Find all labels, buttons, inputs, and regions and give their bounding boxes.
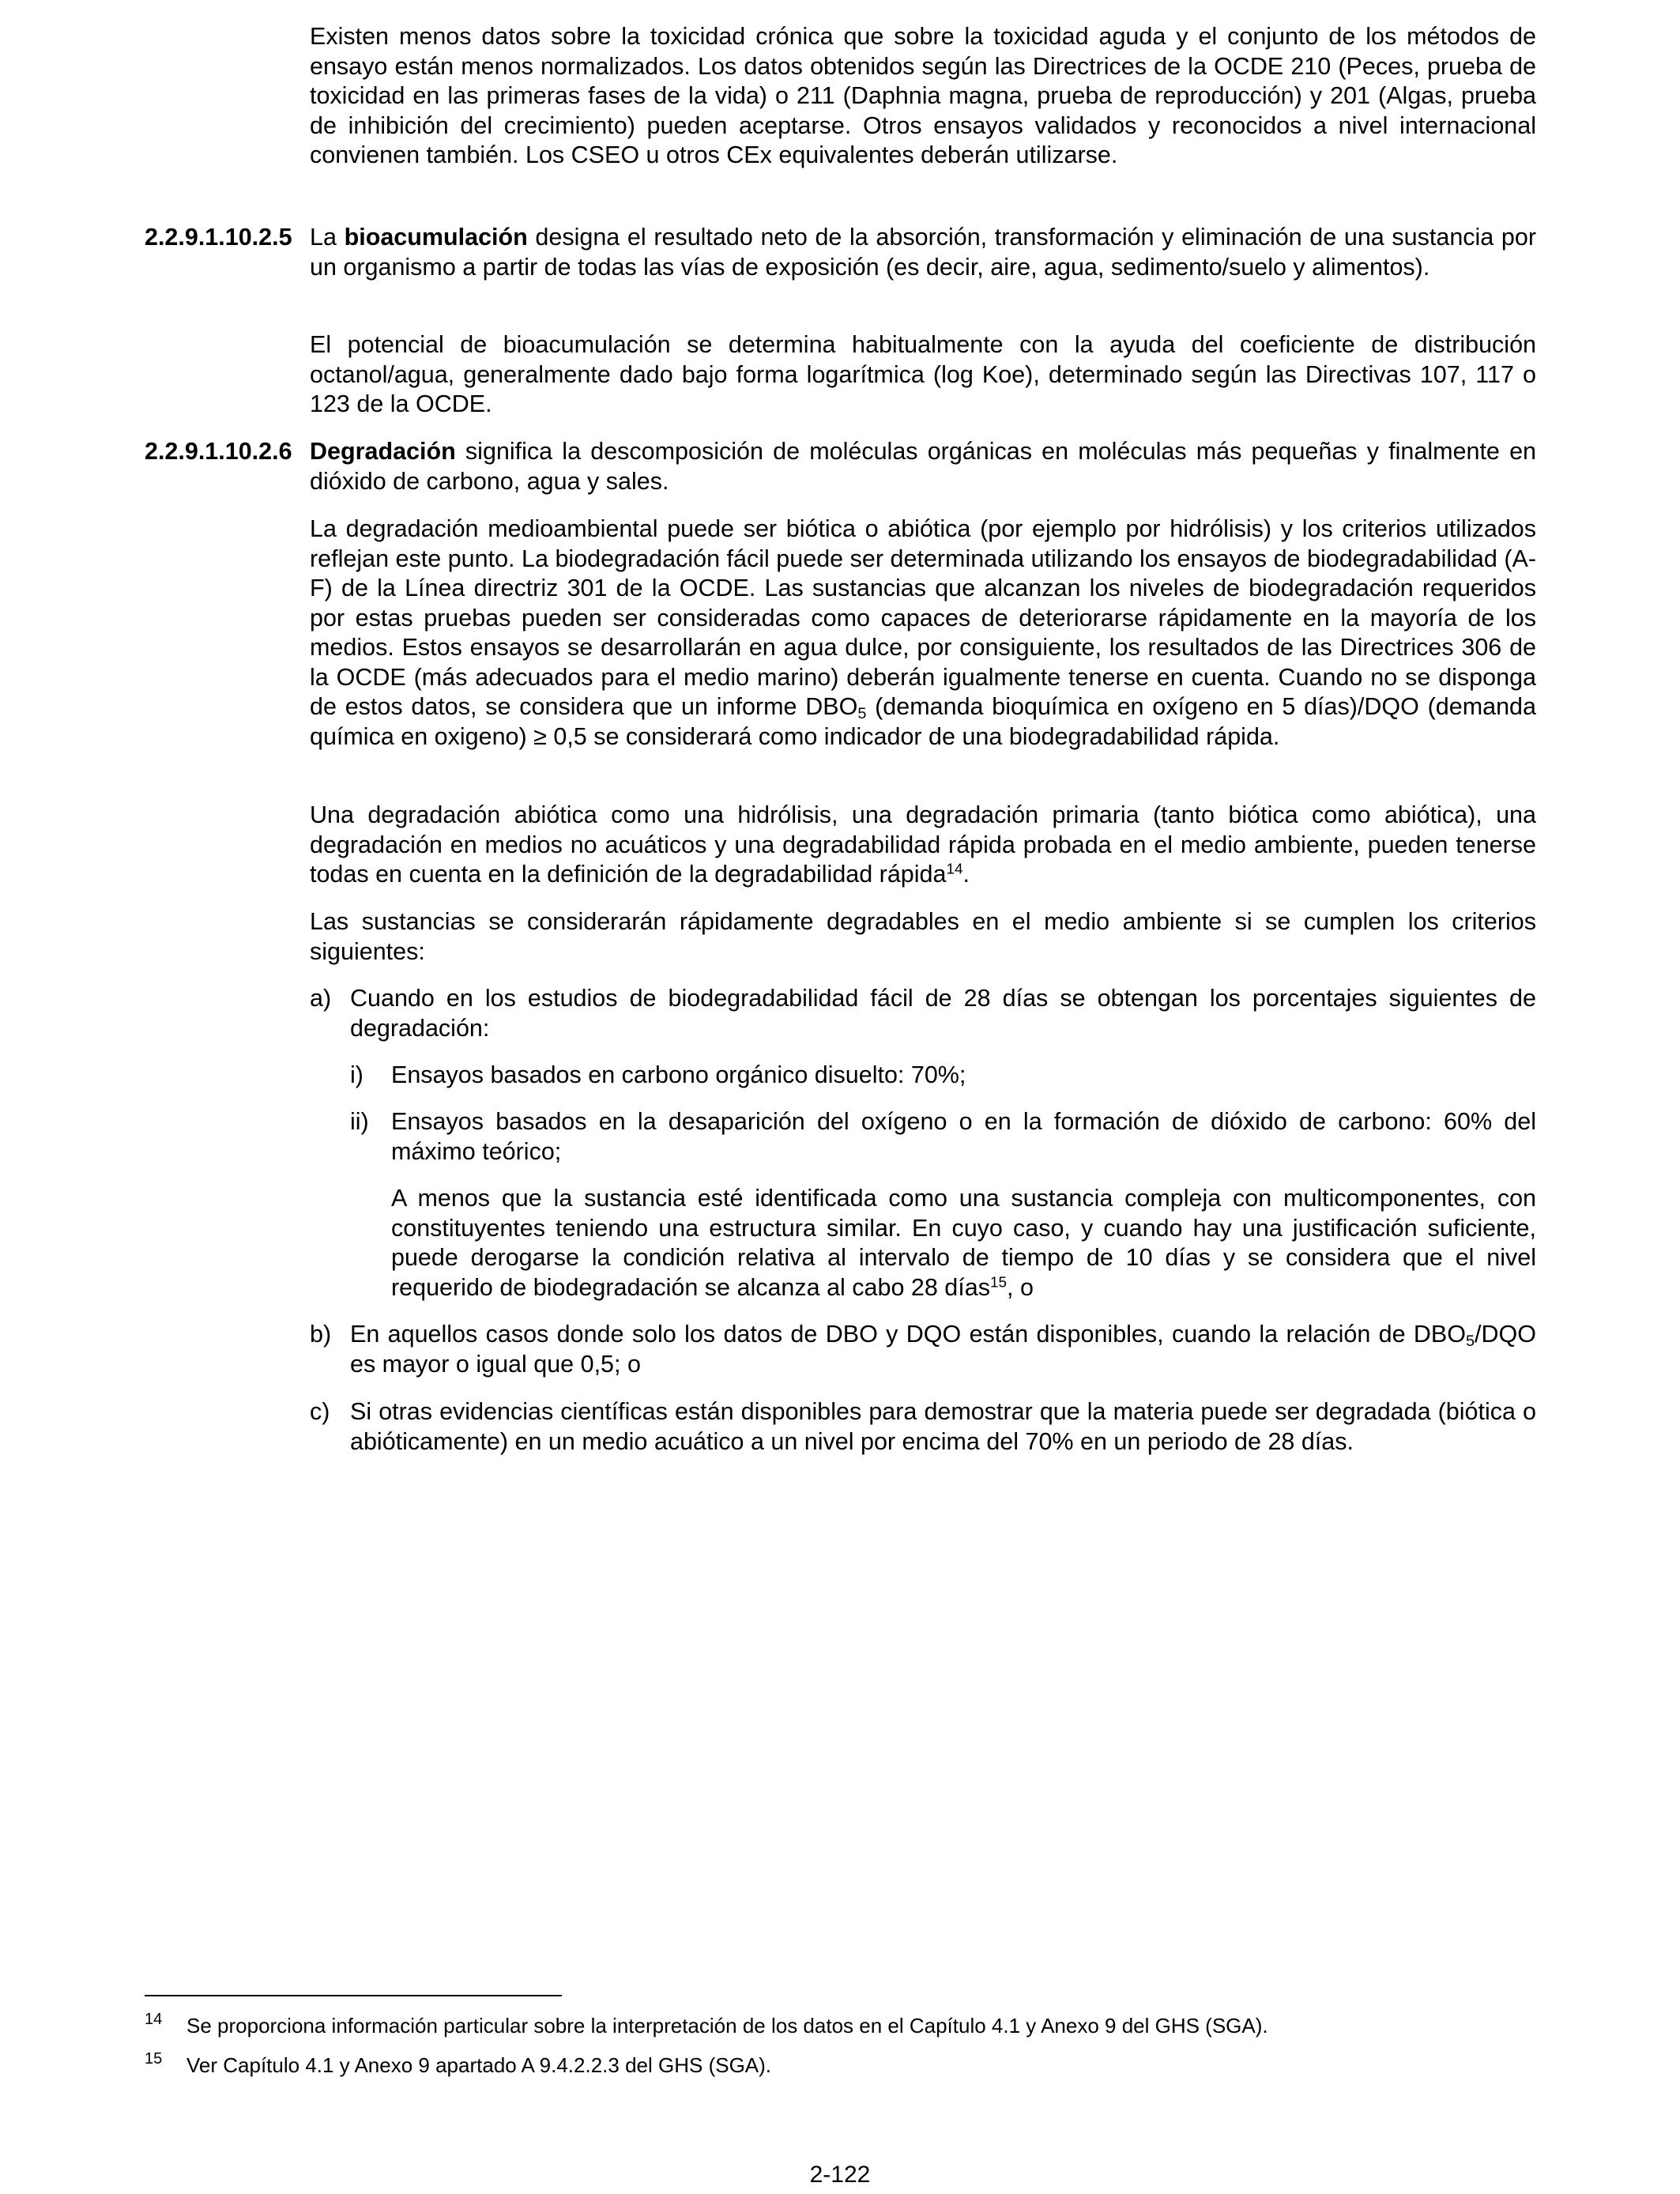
- term-bioacumulacion: bioacumulación: [344, 224, 528, 251]
- term-degradacion: Degradación: [310, 438, 456, 465]
- list-item-b: b) En aquellos casos donde solo los datos de DBO y DQO están disponibles, cuando la relación de $DBO_5$/DQO es mayor o igual que 0,5; o: [310, 1320, 1536, 1379]
- intro-paragraph: [310, 22, 1536, 171]
- list-marker-a: a): [310, 985, 332, 1012]
- page-number: 2-122: [809, 2162, 871, 2188]
- footnote-number: 14: [145, 2011, 163, 2028]
- list-item-a-ii: ii) Ensayos basados en la desaparición del oxígeno o en la formación de dióxido de carbono: 60% del máximo teórico;: [350, 1107, 1536, 1167]
- footnote-text: Se proporciona información particular sobre la interpretación de los datos en el Capítulo 4.1 y Anexo 9 del GHS (SGA).: [186, 2014, 1268, 2038]
- list-marker-i: i): [350, 1061, 363, 1088]
- list-item-a: a) Cuando en los estudios de biodegradabilidad fácil de 28 días se obtengan los porcentajes siguientes de degradación:: [310, 984, 1536, 1043]
- footnote-number: 15: [145, 2050, 163, 2068]
- degradacion-paragraph-2: La degradación medioambiental puede ser biótica o abiótica (por ejemplo por hidrólisis) y los criterios utilizados reflejan este punto. La biodegradación fácil puede ser determinada utilizando los ensayos de biodegradabilidad (A-F) de la Línea directriz 301 de la OCDE. Las sustancias que alcanzan los niveles de biodegradación requeridos por estas pruebas pueden ser consideradas como capaces de deteriorarse rápidamente en la mayoría de los medios. Estos ensayos se desarrollarán en agua dulce, por consiguiente, los resultados de las Directrices 306 de la OCDE (más adecuados para el medio marino) deberán igualmente tenerse en cuenta. Cuando no se disponga de estos datos, se considera que un informe $DBO_5$ (demanda bioquímica en oxígeno en 5 días)/DQO (demanda química en oxigeno) ≥ 0,5 se considerará como indicador de una biodegradabilidad rápida.: [310, 515, 1536, 750]
- degradacion-paragraph-3: Una degradación abiótica como una hidrólisis, una degradación primaria (tanto biótica como abiótica), una degradación en medios no acuáticos y una degradabilidad rápida probada en el medio ambiente, pueden tenerse todas en cuenta en la definición de la degradabilidad rápida$^{14}$.: [310, 801, 1536, 888]
- bioacumulacion-paragraph-2: El potencial de bioacumulación se determina habitualmente con la ayuda del coeficiente de distribución octanol/agua, generalmente dado bajo forma logarítmica (log Koe), determinado según las Directivas 107, 117 o 123 de la OCDE.: [310, 331, 1536, 417]
- bioacumulacion-definition: La bioacumulación designa el resultado neto de la absorción, transformación y eliminación de una sustancia por un organismo a partir de todas las vías de exposición (es decir, aire, agua, sedimento/suelo y alimentos).: [310, 224, 1537, 281]
- footnote-ref-14[interactable]: 14: [946, 861, 963, 878]
- list-item-c: c) Si otras evidencias científicas están disponibles para demostrar que la materia puede ser degradada (biótica o abióticamente) en un medio acuático a un nivel por encima del 70% en un periodo de 28 días.: [310, 1397, 1536, 1457]
- list-item-a-i: i) Ensayos basados en carbono orgánico disuelto: 70%;: [350, 1061, 1536, 1091]
- section-bioacumulacion: [310, 223, 1536, 282]
- list-marker-ii: ii): [350, 1108, 369, 1135]
- footnote-separator: [145, 1995, 562, 1996]
- section-degradacion: [310, 437, 1536, 496]
- list-marker-c: c): [310, 1398, 330, 1425]
- intro-text: Existen menos datos sobre la toxicidad crónica que sobre la toxicidad aguda y el conjunto de los métodos de ensayo están menos normalizados. Los datos obtenidos según las Directrices de la OCDE 210 (Peces, prueba de toxicidad en las primeras fases de la vida) o 211 (Daphnia magna, prueba de reproducción) y 201 (Algas, prueba de inhibición del crecimiento) pueden aceptarse. Otros ensayos validados y reconocidos a nivel internacional convienen también. Los CSEO u otros CEx equivalentes deberán utilizarse.: [310, 23, 1536, 168]
- degradacion-definition: Degradación significa la descomposición de moléculas orgánicas en moléculas más pequeñas y finalmente en dióxido de carbono, agua y sales.: [310, 438, 1536, 495]
- degradacion-paragraph-4: Las sustancias se considerarán rápidamente degradables en el medio ambiente si se cumplen los criterios siguientes:: [310, 908, 1536, 965]
- section-number-2-2-9-1-10-2-6: 2.2.9.1.10.2.6: [145, 438, 292, 465]
- list-item-a-ii-note: A menos que la sustancia esté identificada como una sustancia compleja con multicomponentes, con constituyentes teniendo una estructura similar. En cuyo caso, y cuando hay una justificación suficiente, puede derogarse la condición relativa al intervalo de tiempo de 10 días y se considera que el nivel requerido de biodegradación se alcanza al cabo 28 días$^{15}$, o: [391, 1185, 1536, 1301]
- list-marker-b: b): [310, 1321, 332, 1348]
- section-number-2-2-9-1-10-2-5: 2.2.9.1.10.2.5: [145, 224, 292, 251]
- footnote-ref-15[interactable]: 15: [989, 1274, 1007, 1291]
- footnote-text: Ver Capítulo 4.1 y Anexo 9 apartado A 9.4.2.2.3 del GHS (SGA).: [186, 2053, 772, 2077]
